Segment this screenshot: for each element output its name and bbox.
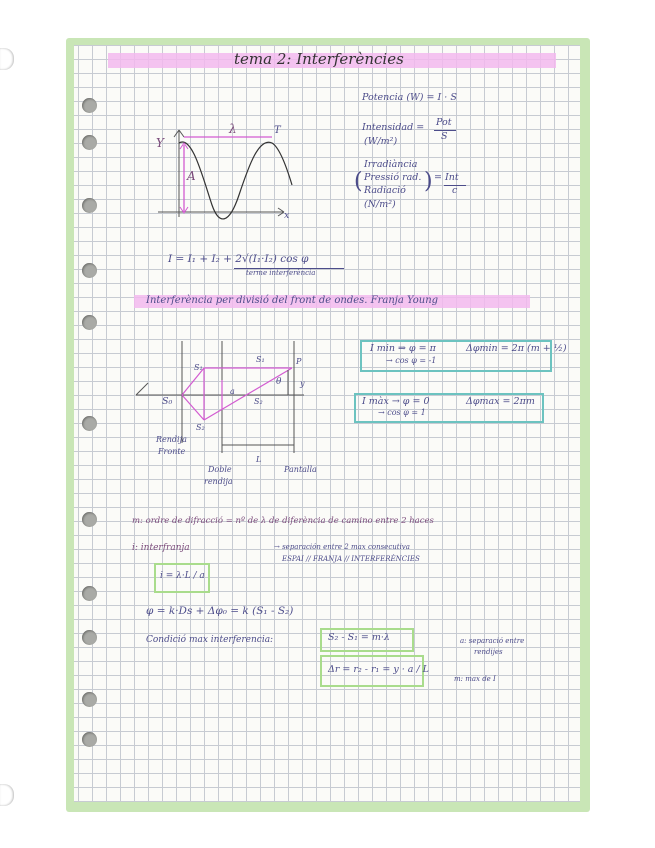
irradiance-pressure: Pressió rad. bbox=[364, 172, 422, 183]
intensity-label: Intensidad = bbox=[362, 122, 425, 133]
maximum-condition-box bbox=[354, 393, 544, 423]
screen-caption: Pantalla bbox=[284, 465, 317, 474]
binder-hole bbox=[82, 315, 97, 330]
double-slit-caption: Doble bbox=[208, 465, 232, 474]
binder-hole bbox=[82, 692, 97, 707]
path-r2-label: S₂ bbox=[254, 397, 263, 406]
interfringe-note-caps: ESPAI // FRANJA // INTERFERÈNCIES bbox=[282, 555, 420, 563]
separation-note: a: separació entre bbox=[460, 637, 525, 645]
irradiance-units: (N/m²) bbox=[364, 199, 396, 210]
minimum-phase-difference: Δφmin = 2π (m + ½) bbox=[466, 343, 567, 354]
intensity-units: (W/m²) bbox=[364, 136, 398, 147]
interfringe-formula-box bbox=[154, 563, 210, 593]
binder-hole bbox=[82, 416, 97, 431]
diffraction-order-definition: m: ordre de difracció = nº de λ de diferència de camino entre 2 haces bbox=[132, 516, 434, 526]
irradiance-denominator: c bbox=[452, 185, 458, 196]
intensity-denominator: S bbox=[441, 131, 448, 142]
slit-s2-label: S₂ bbox=[196, 423, 205, 432]
interference-intensity-formula: I = I₁ + I₂ + 2√(I₁·I₂) cos φ bbox=[168, 253, 309, 265]
wave-y-label: Y bbox=[156, 136, 164, 150]
max-condition-label: Condició max interferencia: bbox=[146, 635, 274, 645]
phase-formula: φ = k·Ds + Δφ₀ = k (S₁ - S₂) bbox=[146, 605, 294, 617]
distance-l-label: L bbox=[256, 455, 262, 464]
irradiance-label: Irradiància bbox=[364, 159, 418, 170]
screen-y-label: y bbox=[300, 379, 305, 388]
interfringe-note: → separación entre 2 max consecutiva bbox=[274, 543, 410, 551]
interference-term-label: terme interferència bbox=[246, 269, 316, 277]
maximum-note: m: max de I bbox=[454, 675, 496, 683]
wave-period-label: T bbox=[274, 125, 281, 136]
page-title: tema 2: Interferències bbox=[234, 50, 404, 68]
binder-tab bbox=[0, 784, 14, 806]
binder-hole bbox=[82, 198, 97, 213]
wave-lambda-label: λ bbox=[229, 122, 237, 136]
max-condition-formula: S₂ - S₁ = m·λ bbox=[328, 632, 390, 643]
max-condition-box bbox=[320, 628, 414, 652]
path-r1-label: S₁ bbox=[256, 355, 265, 364]
young-double-slit-diagram bbox=[74, 45, 580, 802]
slit-s1-label: S₁ bbox=[194, 363, 203, 372]
wave-graph bbox=[74, 45, 580, 802]
separation-note-2: rendijes bbox=[474, 648, 503, 656]
intensity-numerator: Pot bbox=[436, 117, 452, 128]
single-slit-caption-2: Fronte bbox=[158, 447, 186, 456]
irradiance-equation: = Int bbox=[434, 172, 459, 183]
binder-hole bbox=[82, 732, 97, 747]
section-heading: Interferència per divisió del front de ondes. Franja Young bbox=[146, 295, 439, 306]
path-difference-formula: Δr = r₂ - r₁ = y · a / L bbox=[328, 664, 429, 675]
maximum-phase-difference: Δφmax = 2πm bbox=[466, 396, 535, 407]
interfringe-label: i: interfranja bbox=[132, 543, 190, 553]
slit-separation-label: a bbox=[230, 387, 235, 396]
minimum-condition-box bbox=[360, 340, 567, 372]
double-slit-caption-2: rendija bbox=[204, 477, 233, 486]
point-p-label: P bbox=[296, 357, 302, 366]
irradiance-radiation: Radiació bbox=[364, 185, 406, 196]
interfringe-formula: i = λ·L / a bbox=[160, 571, 205, 581]
wave-axes bbox=[158, 130, 284, 217]
binder-hole bbox=[82, 135, 97, 150]
binder-hole bbox=[82, 98, 97, 113]
theta-label: θ bbox=[276, 377, 282, 387]
binder-hole bbox=[82, 630, 97, 645]
binder-tab bbox=[0, 48, 14, 70]
binder-hole bbox=[82, 512, 97, 527]
minimum-cos-line: → cos φ = -1 bbox=[386, 356, 437, 365]
maximum-cos-line: → cos φ = 1 bbox=[378, 408, 426, 417]
power-definition: Potencia (W) = I · S bbox=[362, 92, 457, 103]
binder-hole bbox=[82, 263, 97, 278]
path-difference-box bbox=[320, 655, 429, 687]
wave-x-label: x bbox=[284, 210, 290, 221]
irradiance-paren-open: ( bbox=[354, 169, 363, 194]
maximum-condition-line: I màx → φ = 0 bbox=[362, 396, 430, 407]
irradiance-paren-close: ) bbox=[424, 169, 433, 194]
binder-hole bbox=[82, 586, 97, 601]
graph-paper-page bbox=[74, 45, 580, 802]
minimum-condition-line: I min ⇒ φ = π bbox=[370, 343, 436, 354]
wave-amplitude-label: A bbox=[187, 169, 196, 183]
single-slit-caption: Rendija bbox=[156, 435, 187, 444]
source-s0-label: S₀ bbox=[162, 396, 173, 407]
